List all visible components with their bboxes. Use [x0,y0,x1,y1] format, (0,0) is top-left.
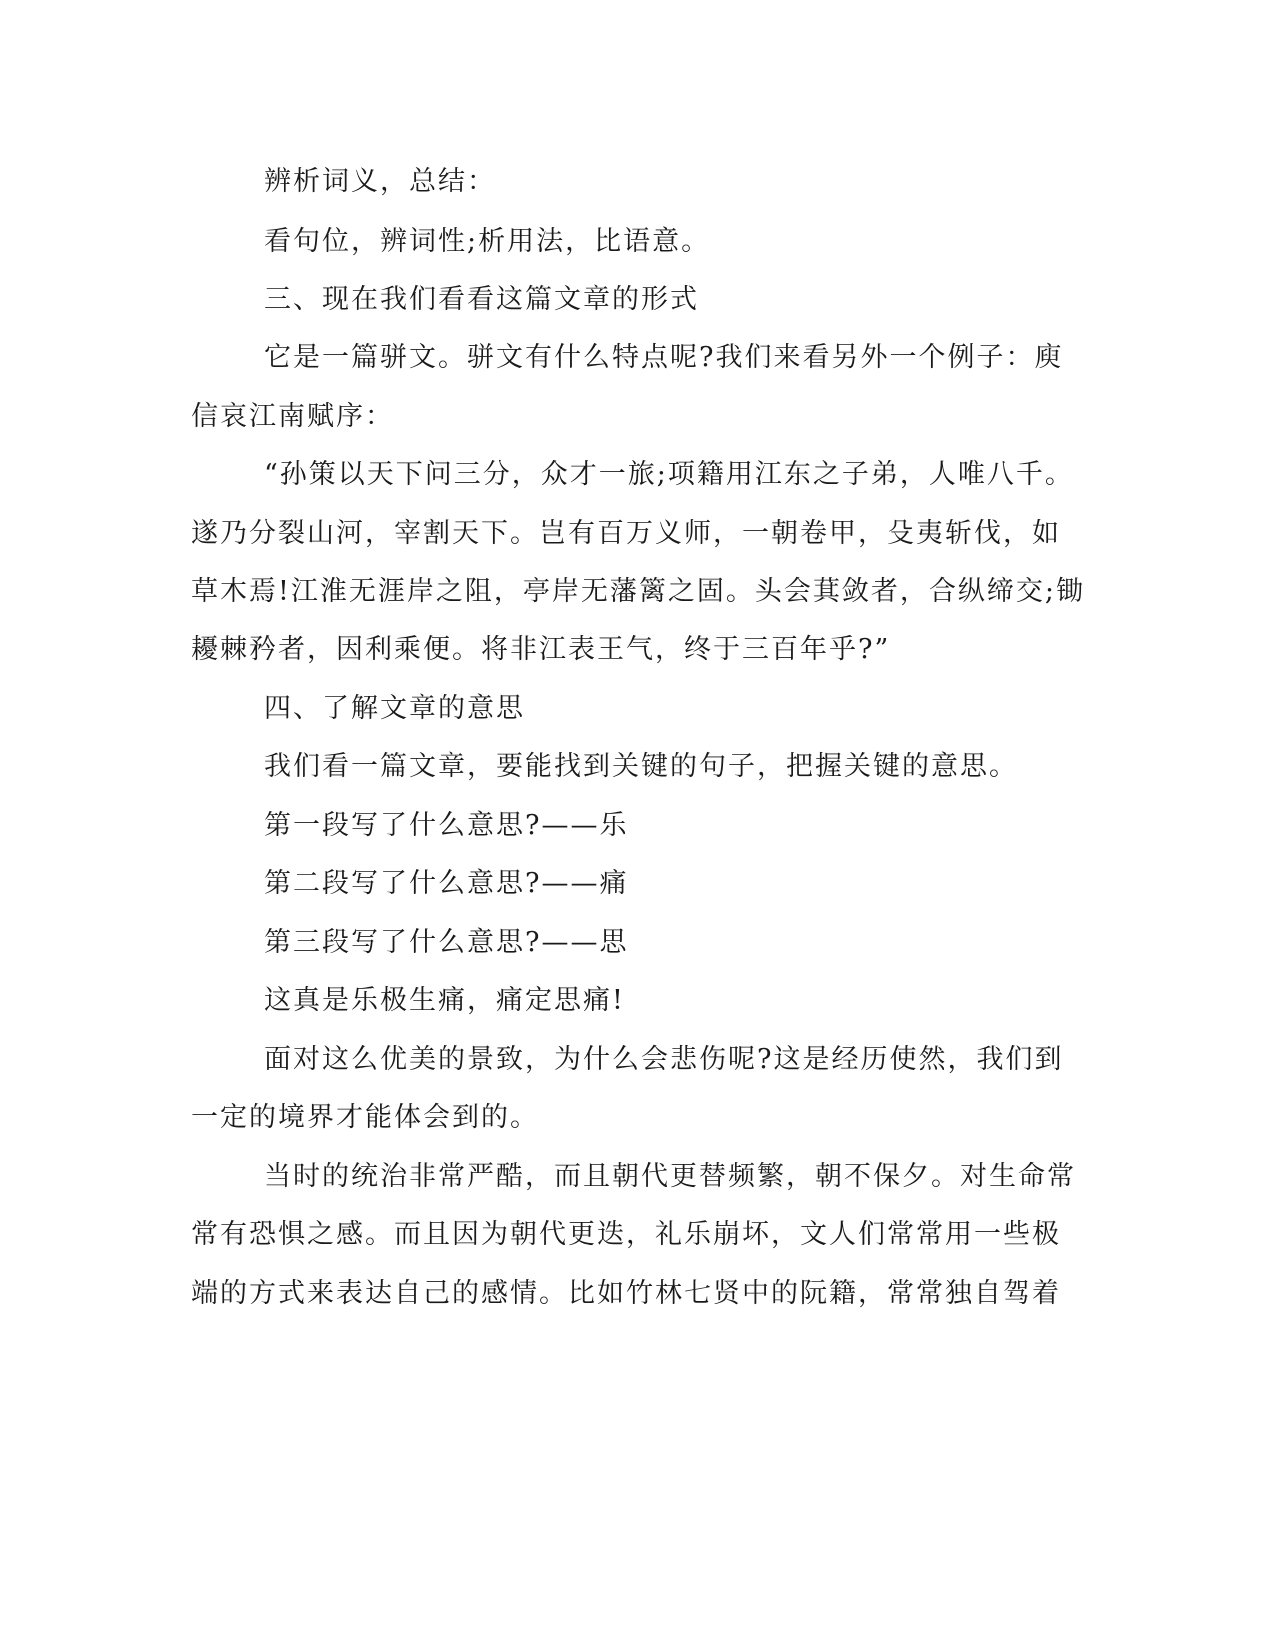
text-line-16: 面对这么优美的景致，为什么会悲伤呢?这是经历使然，我们到 [264,1044,1064,1075]
text-line-12: 第一段写了什么意思?——乐 [264,810,629,841]
text-line-20: 端的方式来表达自己的感情。比如竹林七贤中的阮籍，常常独自驾着 [191,1278,1061,1309]
text-line-17: 一定的境界才能体会到的。 [191,1102,539,1133]
text-line-15: 这真是乐极生痛，痛定思痛! [264,985,625,1016]
text-line-2: 看句位，辨词性;析用法，比语意。 [264,226,711,257]
quote-line-4: 耰棘矜者，因利乘便。将非江表王气，终于三百年乎?” [191,634,891,665]
text-line-14: 第三段写了什么意思?——思 [264,927,629,958]
text-line-1: 辨析词义，总结： [264,166,496,197]
text-line-13: 第二段写了什么意思?——痛 [264,868,629,899]
text-line-18: 当时的统治非常严酷，而且朝代更替频繁，朝不保夕。对生命常 [264,1161,1076,1192]
text-line-4: 它是一篇骈文。骈文有什么特点呢?我们来看另外一个例子：庾 [264,342,1064,373]
text-line-19: 常有恐惧之感。而且因为朝代更迭，礼乐崩坏，文人们常常用一些极 [191,1219,1061,1250]
section-heading-3: 三、现在我们看看这篇文章的形式 [264,284,699,315]
quote-line-3: 草木焉!江淮无涯岸之阻，亭岸无藩篱之固。头会萁敛者，合纵缔交;锄 [191,576,1085,607]
quote-line-1: “孙策以天下问三分，众才一旅;项籍用江东之子弟，人唯八千。 [264,459,1074,490]
text-line-5: 信哀江南赋序： [191,401,394,432]
text-line-11: 我们看一篇文章，要能找到关键的句子，把握关键的意思。 [264,751,1018,782]
section-heading-4: 四、了解文章的意思 [264,693,525,724]
quote-line-2: 遂乃分裂山河，宰割天下。岂有百万义师，一朝卷甲，殳夷斩伐，如 [191,518,1061,549]
